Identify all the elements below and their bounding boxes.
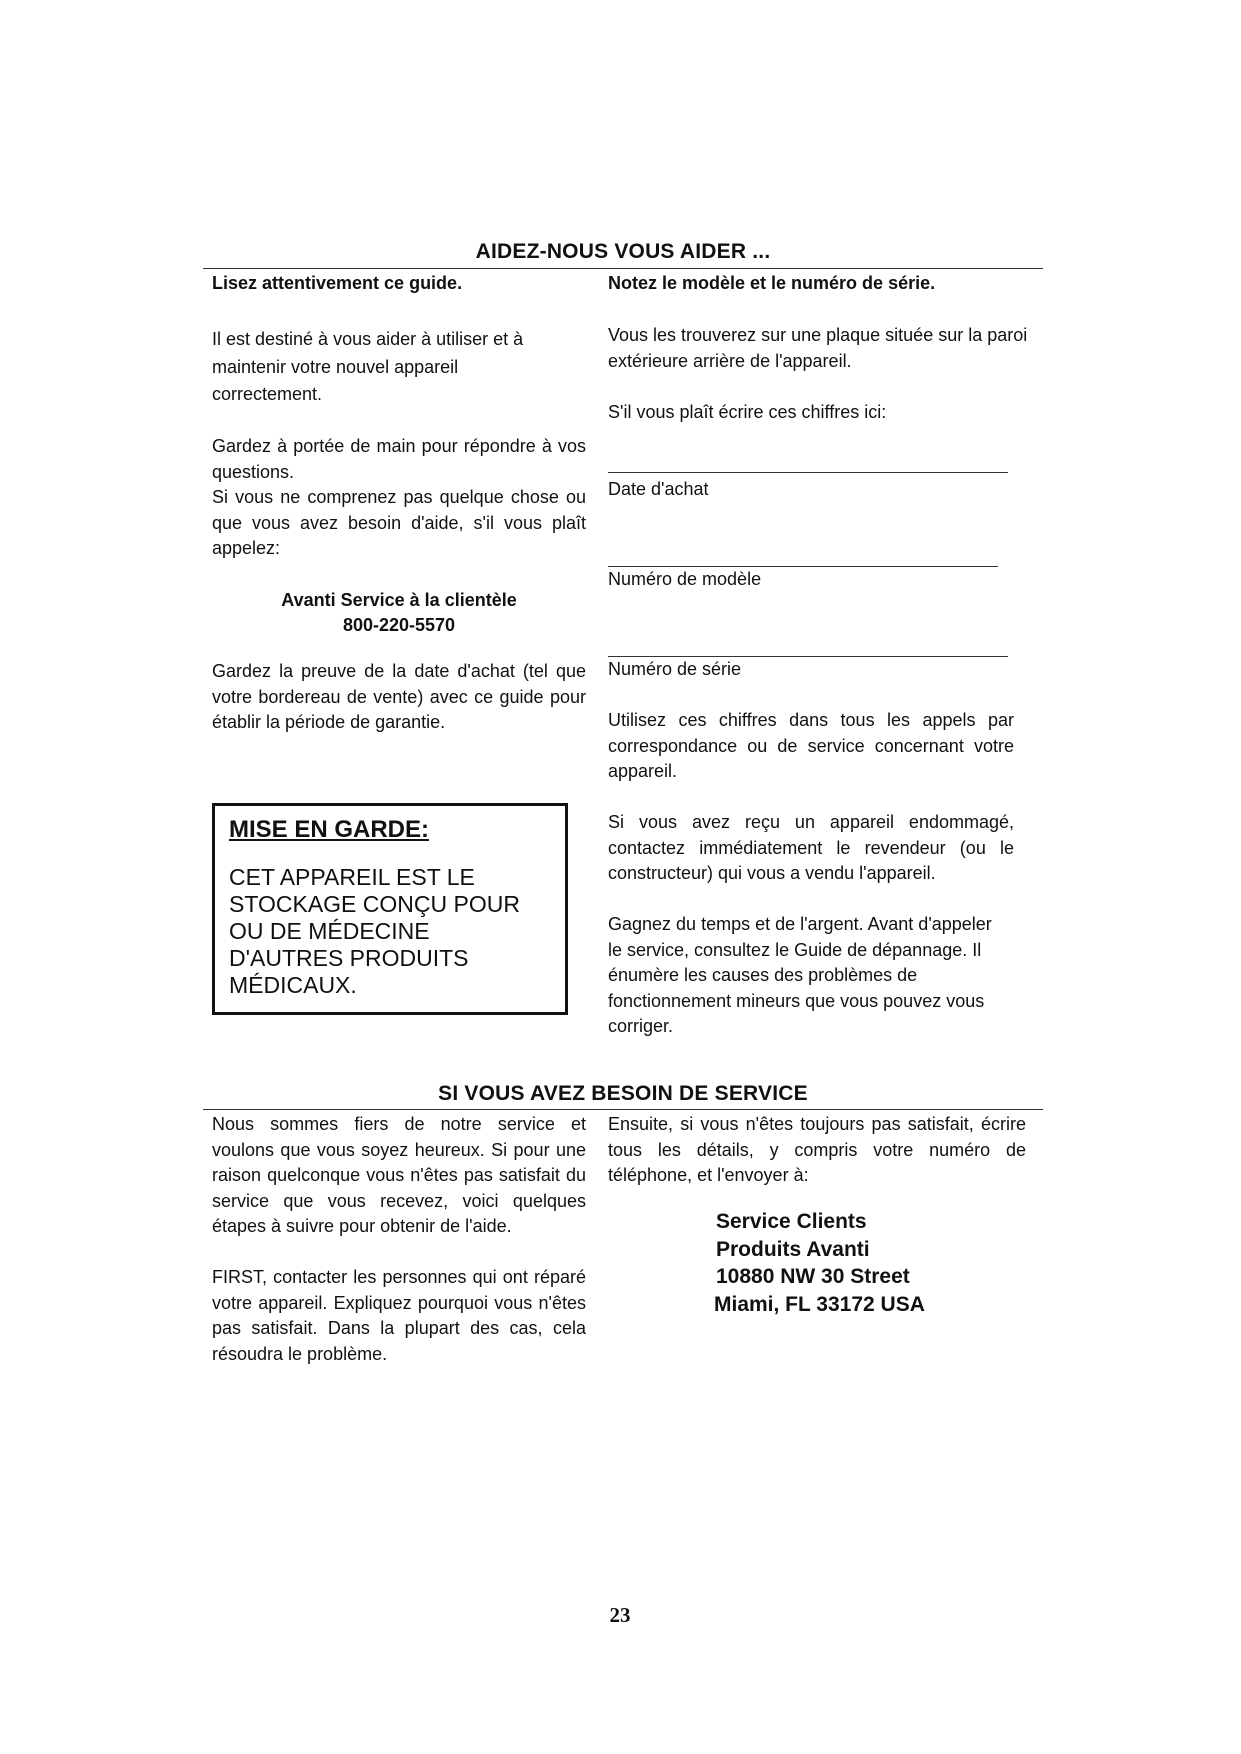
section-divider [203, 268, 1043, 269]
intro-paragraph: Il est destiné à vous aider à utiliser et à maintenir votre nouvel appareil correctement. [212, 329, 524, 404]
warning-body: CET APPAREIL EST LE STOCKAGE CONÇU POUR OU DE MÉDECINE D'AUTRES PRODUITS MÉDICAUX. [229, 864, 520, 998]
next-step-paragraph: Ensuite, si vous n'êtes toujours pas satisfait, écrire tous les détails, y compris votre numéro de téléphone, et l'envoyer à: [608, 1114, 1026, 1185]
service-phone: 800-220-5570 [342, 615, 456, 635]
section-divider [203, 1109, 1043, 1110]
write-numbers-paragraph: S'il vous plaît écrire ces chiffres ici: [608, 402, 887, 422]
call-paragraph: Si vous ne comprenez pas quelque chose ou que vous avez besoin d'aide, s'il vous plaît appelez: [212, 487, 586, 558]
service-name: Avanti Service à la clientèle [281, 590, 517, 610]
address-line-4: Miami, FL 33172 USA [714, 1292, 925, 1316]
first-step-paragraph: FIRST, contacter les personnes qui ont réparé votre appareil. Expliquez pourquoi vous n'êtes pas satisfait. Dans la plupart des cas, cela résoudra le problème. [212, 1267, 586, 1364]
damaged-appliance-paragraph: Si vous avez reçu un appareil endommagé, contactez immédiatement le revendeur (ou le constructeur) qui vous a vendu l'appareil. [608, 812, 1014, 883]
purchase-date-label: Date d'achat [608, 479, 709, 499]
left-column-heading: Lisez attentivement ce guide. [212, 273, 463, 293]
save-time-paragraph: Gagnez du temps et de l'argent. Avant d'appeler le service, consultez le Guide de dépannage. Il énumère les causes des problèmes de fonctionnement mineurs que vous pouvez vous corriger. [608, 914, 992, 1036]
address-line-1: Service Clients [716, 1210, 867, 1233]
address-line-2: Produits Avanti [716, 1237, 870, 1261]
page-number: 23 [609, 1603, 631, 1627]
proof-of-purchase-paragraph: Gardez la preuve de la date d'achat (tel que votre bordereau de vente) avec ce guide pour établir la période de garantie. [212, 661, 586, 732]
section-title-help: AIDEZ-NOUS VOUS AIDER ... [475, 240, 771, 263]
mailing-address [716, 1208, 1016, 1318]
section-title-service: SI VOUS AVEZ BESOIN DE SERVICE [438, 1082, 808, 1105]
warning-title: MISE EN GARDE: [229, 816, 430, 843]
plate-location-paragraph: Vous les trouverez sur une plaque située sur la paroi extérieure arrière de l'appareil. [608, 325, 1028, 371]
service-intro-paragraph: Nous sommes fiers de notre service et voulons que vous soyez heureux. Si pour une raison quelconque vous n'êtes pas satisfait du service que vous recevez, voici quelques étapes à suivre pour obtenir de l'aide. [212, 1114, 586, 1236]
keep-handy-paragraph: Gardez à portée de main pour répondre à vos questions. [212, 436, 586, 482]
warning-box [212, 803, 568, 1015]
model-number-label: Numéro de modèle [608, 569, 762, 589]
right-column-heading: Notez le modèle et le numéro de série. [608, 273, 936, 293]
purchase-date-blank [608, 472, 1008, 473]
serial-number-label: Numéro de série [608, 659, 742, 679]
address-line-3: 10880 NW 30 Street [716, 1265, 910, 1288]
use-numbers-paragraph: Utilisez ces chiffres dans tous les appels par correspondance ou de service concernant votre appareil. [608, 710, 1014, 781]
